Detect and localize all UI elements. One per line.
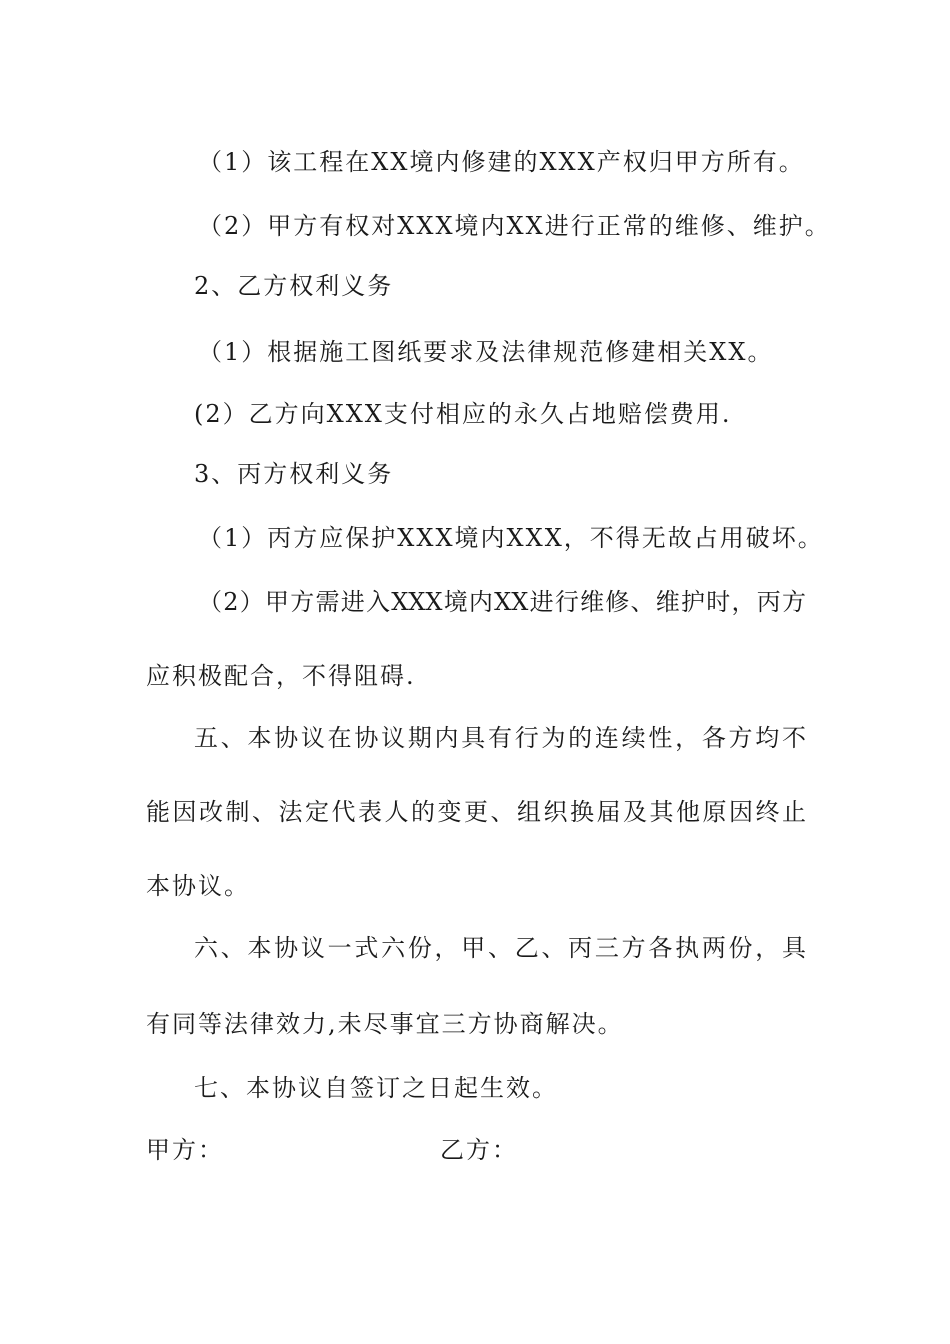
clause-c-item-2-line-1: （2）甲方需进入XXX境内XX进行维修、维护时，丙方: [198, 588, 806, 616]
clause-c-item-1: （1）丙方应保护XXX境内XXX，不得无故占用破坏。: [198, 524, 824, 552]
party-b-signature-label: 乙方：: [440, 1136, 518, 1164]
party-a-signature-label: 甲方：: [146, 1136, 224, 1164]
clause-a-item-2: （2）甲方有权对XXX境内XX进行正常的维修、维护。: [198, 212, 831, 240]
clause-b-item-2: (2）乙方向XXX支付相应的永久占地赔偿费用.: [194, 400, 732, 428]
section-heading-party-b: 2、乙方权利义务: [194, 272, 394, 300]
article-six-line-1: 六、本协议一式六份，甲、乙、丙三方各执两份，具: [194, 934, 806, 962]
article-five-line-2: 能因改制、法定代表人的变更、组织换届及其他原因终止: [146, 798, 806, 826]
article-seven: 七、本协议自签订之日起生效。: [194, 1074, 558, 1102]
article-five-line-3: 本协议。: [146, 872, 250, 900]
clause-a-item-1: （1）该工程在XX境内修建的XXX产权归甲方所有。: [198, 148, 805, 176]
article-five-line-1: 五、本协议在协议期内具有行为的连续性，各方均不: [194, 724, 806, 752]
article-six-line-2: 有同等法律效力,未尽事宜三方协商解决。: [146, 1010, 624, 1038]
clause-c-item-2-line-2: 应积极配合，不得阻碍.: [146, 662, 416, 690]
section-heading-party-c: 3、丙方权利义务: [194, 460, 394, 488]
clause-b-item-1: （1）根据施工图纸要求及法律规范修建相关XX。: [198, 338, 774, 366]
